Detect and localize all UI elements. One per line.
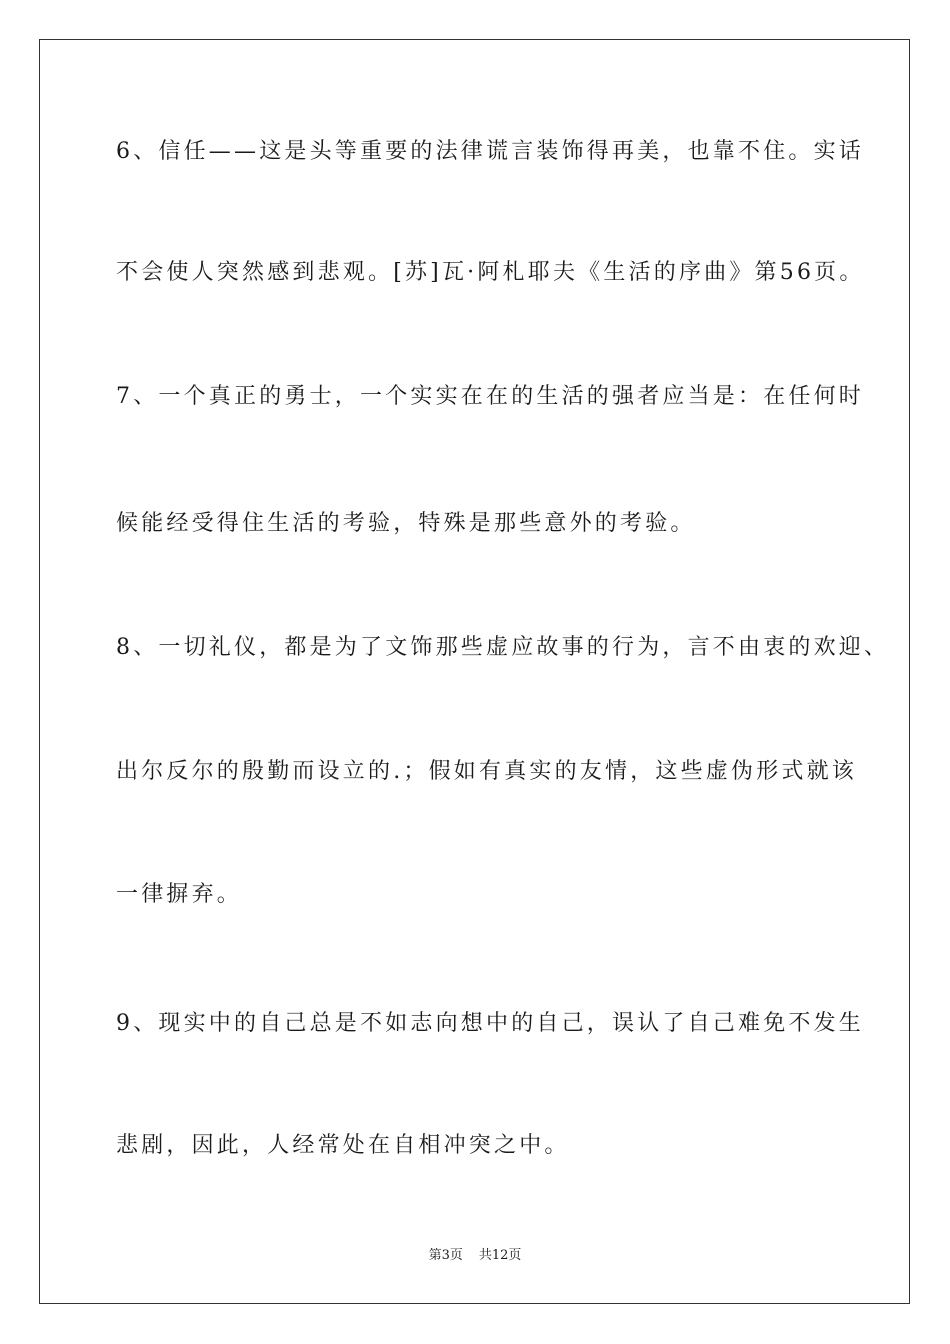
text-line-9: 悲剧，因此，人经常处在自相冲突之中。 [116,1133,570,1158]
text-line-6: 出尔反尔的殷勤而设立的.；假如有真实的友情，这些虚伪形式就该 [116,759,857,784]
text-line-7: 一律摒弃。 [116,882,243,907]
text-line-2: 不会使人突然感到悲观。[苏]瓦·阿札耶夫《生活的序曲》第56页。 [116,260,865,285]
page-footer [0,1247,950,1265]
text-line-3: 7、一个真正的勇士，一个实实在在的生活的强者应当是：在任何时 [116,384,864,409]
page-border [39,39,910,1304]
text-line-5: 8、一切礼仪，都是为了文饰那些虚应故事的行为，言不由衷的欢迎、 [116,635,890,660]
page-total: 共12页 [478,1248,522,1263]
text-line-1: 6、信任——这是头等重要的法律谎言装饰得再美，也靠不住。实话 [116,139,864,164]
text-line-8: 9、现实中的自己总是不如志向想中的自己，误认了自己难免不发生 [116,1011,864,1036]
page-number: 第3页 [428,1248,463,1263]
text-line-4: 候能经受得住生活的考验，特殊是那些意外的考验。 [116,511,696,536]
